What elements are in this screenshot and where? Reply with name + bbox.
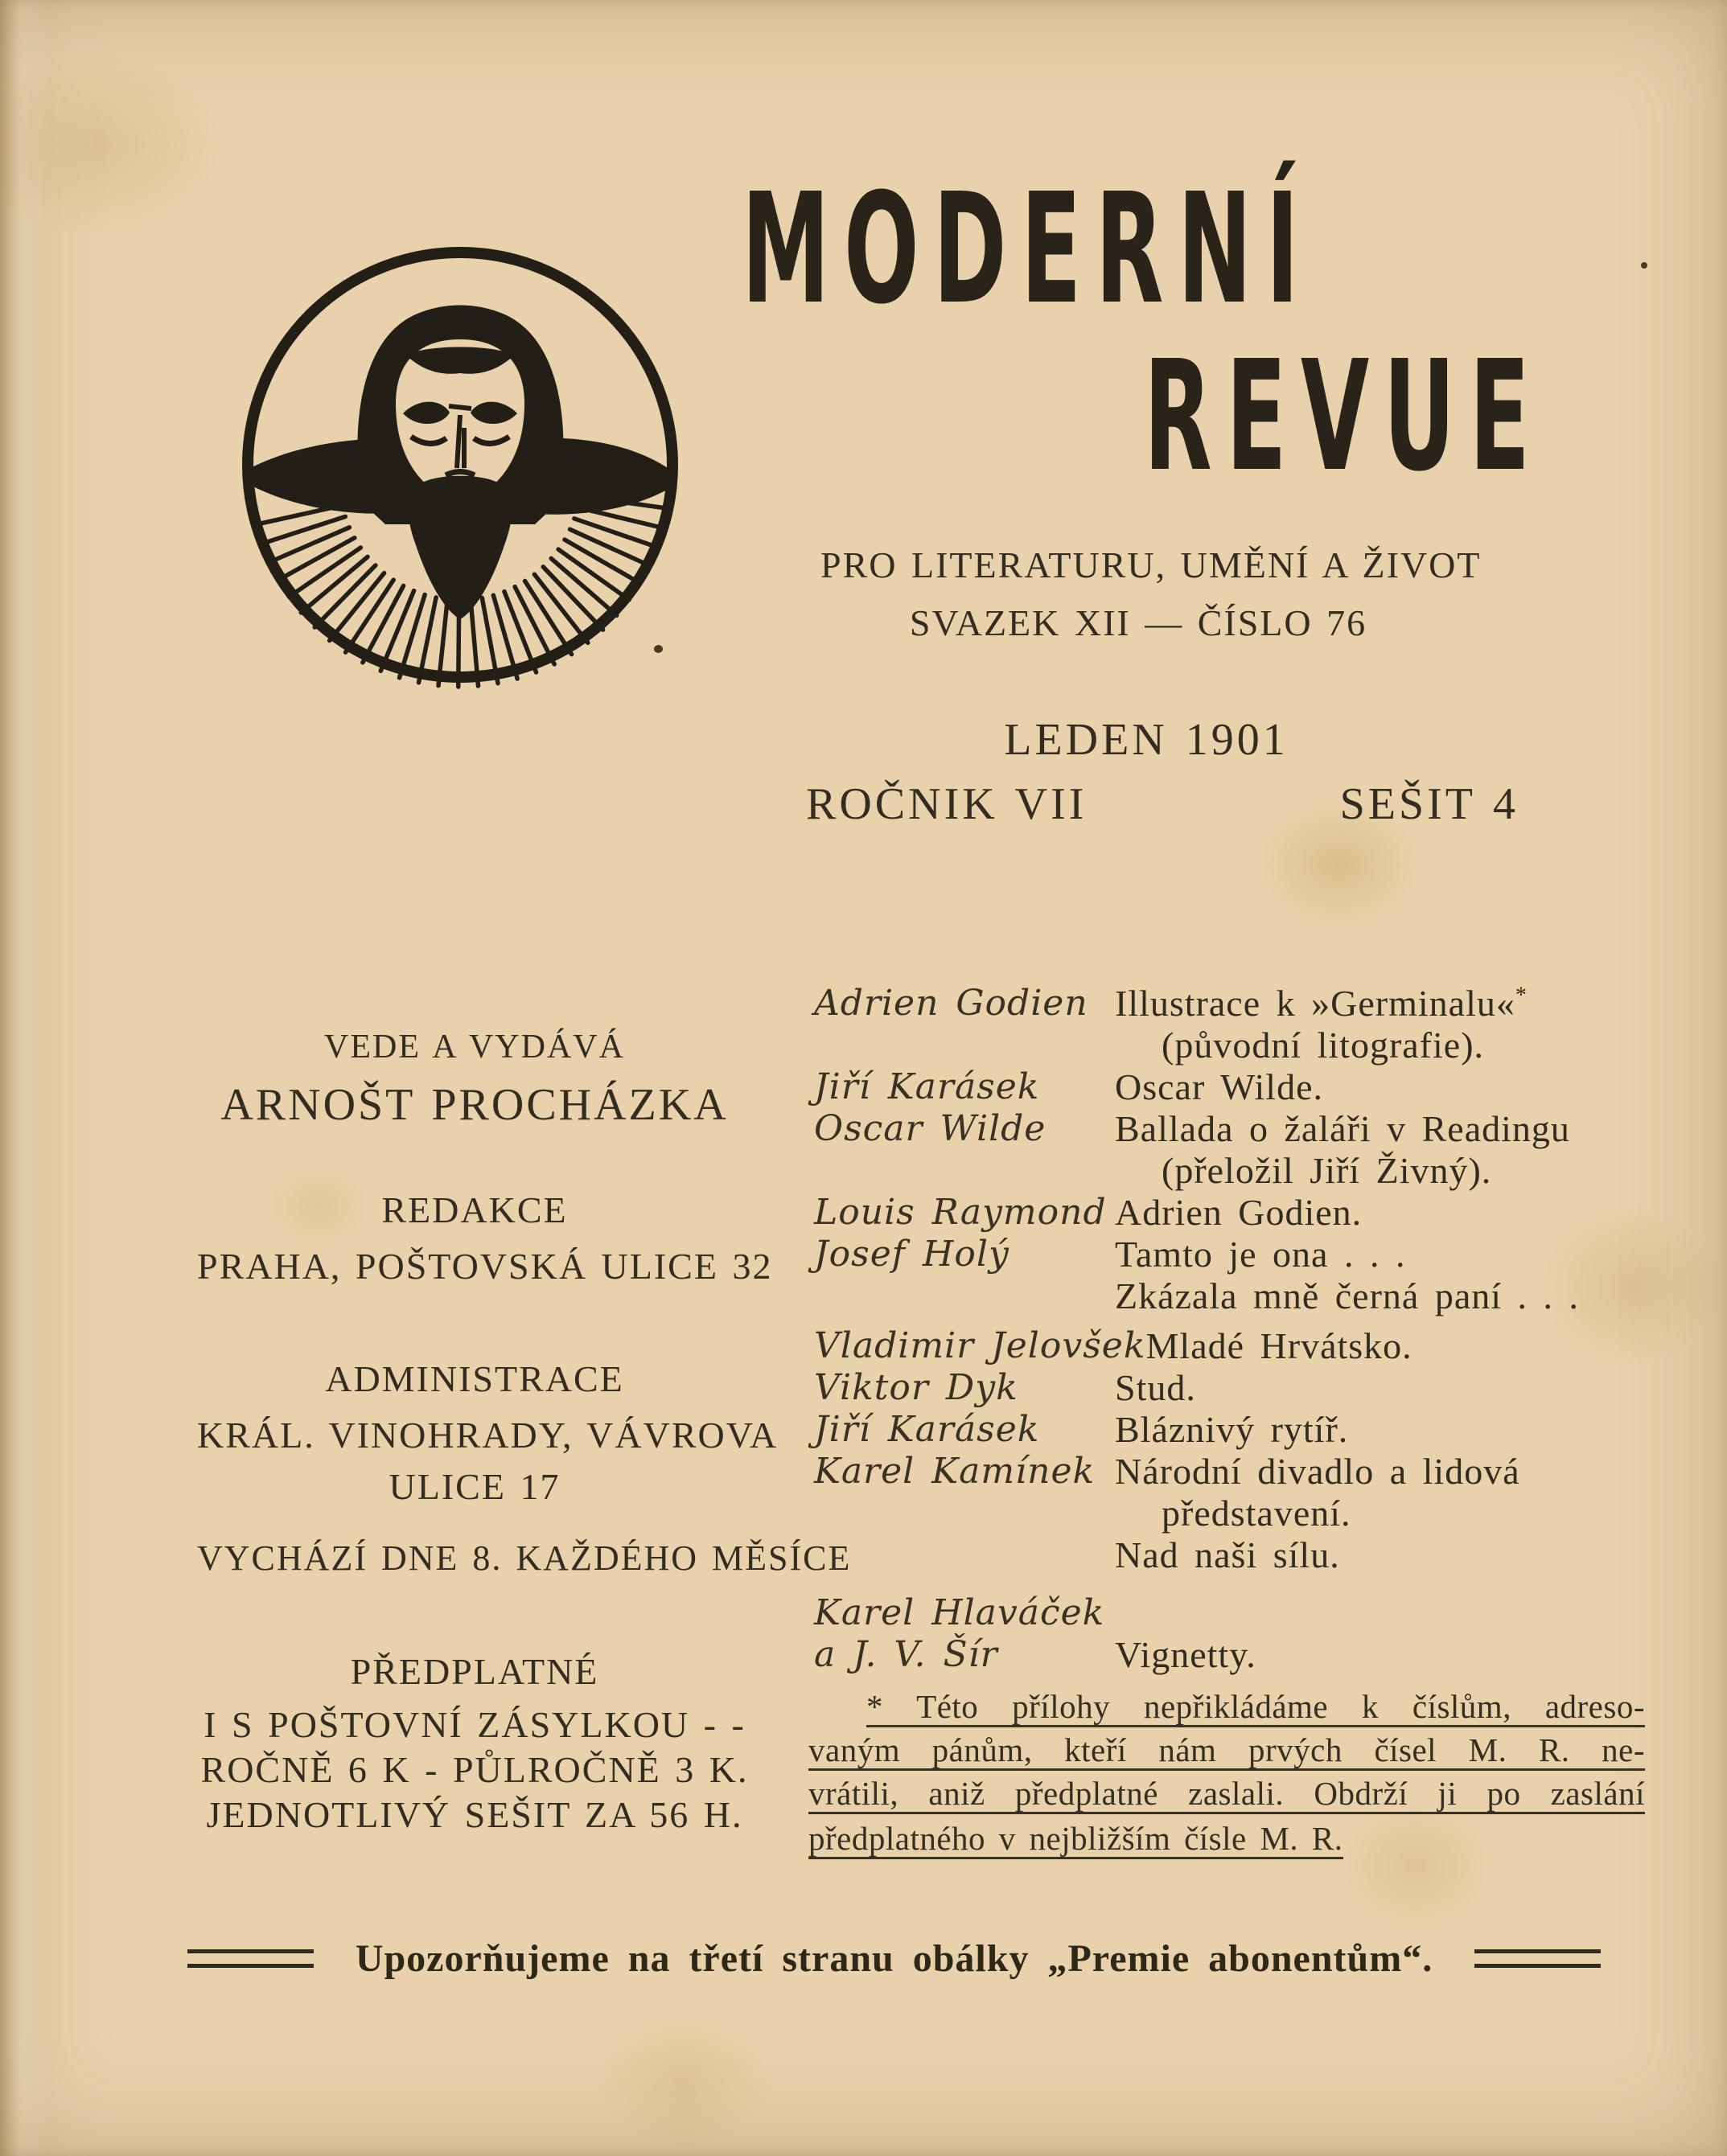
masthead-title-word-1: MODERNÍ bbox=[742, 160, 1314, 338]
double-rule-right bbox=[1474, 1949, 1601, 1968]
publisher-emblem-icon bbox=[231, 233, 689, 692]
toc-title: Národní divadlo a lidová bbox=[1115, 1451, 1520, 1492]
toc-row bbox=[814, 1066, 1641, 1108]
asterisk-footnote bbox=[808, 1689, 1645, 1864]
toc-title bbox=[1115, 1592, 1641, 1634]
footnote-line: předplatného v nejbližším čísle M. R. bbox=[808, 1821, 1343, 1859]
toc-author: Vladimir Jelovšek bbox=[814, 1325, 1146, 1366]
toc-title: (přeložil Jiří Živný). bbox=[1162, 1150, 1492, 1191]
toc-author: Karel Hlaváček bbox=[814, 1592, 1105, 1633]
ink-speck bbox=[654, 645, 663, 653]
subscription-label: PŘEDPLATNÉ bbox=[350, 1651, 599, 1692]
publication-schedule: VYCHÁZÍ DNE 8. KAŽDÉHO MĚSÍCE bbox=[197, 1538, 852, 1578]
masthead-title-word-2: REVUE bbox=[1144, 327, 1544, 505]
administration-address-line2: ULICE 17 bbox=[389, 1466, 561, 1507]
toc-author bbox=[814, 1534, 1115, 1576]
toc-row bbox=[814, 1534, 1641, 1576]
toc-title: Mladé Hrvátsko. bbox=[1145, 1325, 1412, 1366]
editor-name: ARNOŠT PROCHÁZKA bbox=[220, 1080, 729, 1130]
subscription-line3: JEDNOTLIVÝ SEŠIT ZA 56 H. bbox=[206, 1794, 743, 1835]
toc-row bbox=[814, 1325, 1641, 1367]
toc-author: Karel Kamínek bbox=[814, 1451, 1096, 1492]
toc-row bbox=[814, 1275, 1641, 1317]
toc-author: Adrien Godien bbox=[814, 983, 1088, 1024]
footnote-line: vaným pánům, kteří nám prvých čísel M. R. ne- bbox=[808, 1732, 1645, 1771]
toc-row bbox=[814, 1451, 1641, 1493]
footnote-line: vrátili, aniž předplatné zaslali. Obdrží ji po zaslání bbox=[808, 1776, 1645, 1814]
footnote-line: * Této přílohy nepřikládáme k číslům, adreso- bbox=[866, 1689, 1645, 1727]
toc-row bbox=[814, 983, 1641, 1025]
toc-row bbox=[814, 1025, 1641, 1066]
toc-row bbox=[814, 1634, 1641, 1676]
toc-title: Ballada o žaláři v Readingu bbox=[1115, 1108, 1570, 1149]
toc-title: Oscar Wilde. bbox=[1115, 1066, 1323, 1107]
toc-row bbox=[814, 1367, 1641, 1409]
subscription-line1: I S POŠTOVNÍ ZÁSYLKOU - - bbox=[204, 1704, 746, 1745]
toc-author bbox=[814, 1025, 1115, 1066]
footnote-marker: * bbox=[1515, 983, 1528, 1008]
toc-title: Nad naši sílu. bbox=[1115, 1534, 1340, 1575]
toc-author: Jiří Karásek bbox=[814, 1409, 1040, 1450]
toc-row bbox=[814, 1108, 1641, 1150]
toc-author: Oscar Wilde bbox=[814, 1108, 1046, 1149]
toc-title-text: Illustrace k »Germinalu« bbox=[1115, 983, 1515, 1024]
issue-date: LEDEN 1901 bbox=[1004, 715, 1289, 765]
volume-year: ROČNIK VII bbox=[806, 779, 1088, 829]
administration-label: ADMINISTRACE bbox=[325, 1358, 624, 1399]
toc-author: Josef Holý bbox=[814, 1234, 1009, 1275]
toc-title: Vignetty. bbox=[1115, 1634, 1256, 1675]
toc-title: představení. bbox=[1162, 1493, 1351, 1534]
toc-row bbox=[814, 1592, 1641, 1634]
toc-row bbox=[814, 1192, 1641, 1234]
toc-row bbox=[814, 1493, 1641, 1534]
toc-title: Tamto je ona . . . bbox=[1115, 1234, 1406, 1275]
issue-number: SEŠIT 4 bbox=[1339, 779, 1519, 829]
footer-notice-banner bbox=[187, 1933, 1601, 1983]
toc-row bbox=[814, 1234, 1641, 1275]
toc-title: (původní litografie). bbox=[1162, 1025, 1485, 1066]
toc-author: a J. V. Šír bbox=[814, 1634, 998, 1675]
toc-author: Viktor Dyk bbox=[814, 1367, 1018, 1408]
redaction-address: PRAHA, POŠTOVSKÁ ULICE 32 bbox=[197, 1246, 773, 1287]
footer-notice-text: Upozorňujeme na třetí stranu obálky „Premie abonentům“. bbox=[355, 1936, 1433, 1980]
toc-author: Louis Raymond bbox=[814, 1192, 1107, 1233]
masthead-subtitle: PRO LITERATURU, UMĚNÍ A ŽIVOT bbox=[820, 544, 1482, 585]
ink-speck bbox=[1641, 262, 1647, 269]
table-of-contents bbox=[814, 983, 1641, 1676]
toc-author bbox=[814, 1275, 1115, 1317]
double-rule-left bbox=[187, 1949, 314, 1968]
toc-row bbox=[814, 1409, 1641, 1451]
subscription-line2: ROČNĚ 6 K - PŮLROČNĚ 3 K. bbox=[200, 1749, 749, 1790]
edited-by-label: VEDE A VYDÁVÁ bbox=[324, 1029, 625, 1066]
administration-address-line1: KRÁL. VINOHRADY, VÁVROVA bbox=[197, 1415, 779, 1456]
toc-row bbox=[814, 1150, 1641, 1192]
toc-title bbox=[1115, 983, 1641, 1025]
toc-author: Jiří Karásek bbox=[814, 1066, 1040, 1107]
toc-title: Zkázala mně černá paní . . . bbox=[1115, 1275, 1580, 1316]
toc-title: Adrien Godien. bbox=[1115, 1192, 1363, 1233]
toc-title: Stud. bbox=[1115, 1367, 1196, 1408]
masthead-volume-line: SVAZEK XII — ČÍSLO 76 bbox=[909, 602, 1367, 643]
toc-title: Bláznivý rytíř. bbox=[1115, 1409, 1349, 1450]
toc-author bbox=[814, 1150, 1115, 1192]
toc-author bbox=[814, 1493, 1115, 1534]
redaction-label: REDAKCE bbox=[381, 1189, 568, 1230]
